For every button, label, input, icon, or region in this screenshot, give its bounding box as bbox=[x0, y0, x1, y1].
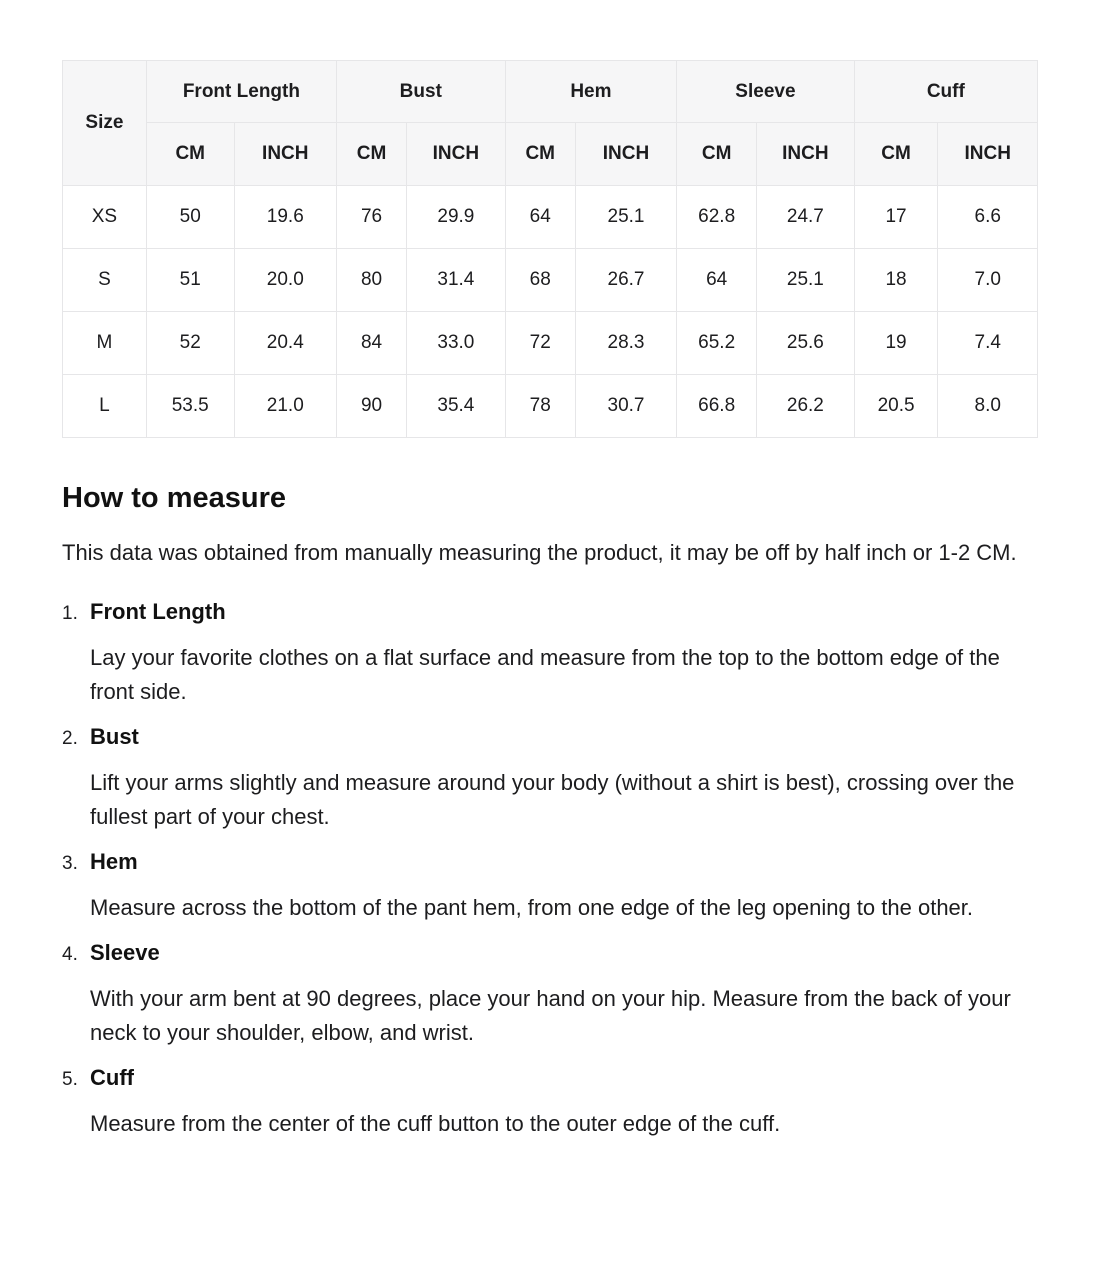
step-heading bbox=[62, 938, 1038, 968]
table-group-header-row bbox=[63, 61, 1038, 123]
measure-step-hem bbox=[62, 847, 1038, 925]
step-term: Sleeve bbox=[90, 940, 160, 965]
measurement-cell: 26.2 bbox=[757, 375, 855, 438]
measurement-cell: 19.6 bbox=[234, 186, 336, 249]
measurement-cell: 30.7 bbox=[575, 375, 676, 438]
size-chart-table bbox=[62, 60, 1038, 438]
measurement-cell: 65.2 bbox=[677, 312, 757, 375]
step-description: Measure across the bottom of the pant hem, from one edge of the leg opening to the other. bbox=[90, 895, 974, 920]
col-group-hem: Hem bbox=[505, 61, 677, 123]
measurement-cell: 66.8 bbox=[677, 375, 757, 438]
measurement-cell: 26.7 bbox=[575, 249, 676, 312]
table-unit-header-row bbox=[63, 123, 1038, 186]
how-to-measure-heading: How to measure bbox=[62, 482, 286, 514]
measurement-cell: 76 bbox=[336, 186, 406, 249]
measurement-cell: 35.4 bbox=[407, 375, 505, 438]
step-heading bbox=[62, 722, 1038, 752]
measurement-cell: 31.4 bbox=[407, 249, 505, 312]
step-number: 5. bbox=[62, 1069, 78, 1090]
measure-disclaimer-text: This data was obtained from manually measuring the product, it may be off by half inch or 1-2 CM. bbox=[62, 540, 1017, 565]
unit-header-cm: CM bbox=[505, 123, 575, 186]
measurement-cell: 7.4 bbox=[938, 312, 1038, 375]
measurement-cell: 25.1 bbox=[757, 249, 855, 312]
unit-header-inch: INCH bbox=[234, 123, 336, 186]
measurement-cell: 24.7 bbox=[757, 186, 855, 249]
measurement-cell: 68 bbox=[505, 249, 575, 312]
measurement-cell: 50 bbox=[146, 186, 234, 249]
measurement-cell: 78 bbox=[505, 375, 575, 438]
measurement-cell: 21.0 bbox=[234, 375, 336, 438]
measurement-cell: 25.6 bbox=[757, 312, 855, 375]
step-term: Front Length bbox=[90, 599, 226, 624]
measurement-cell: 80 bbox=[336, 249, 406, 312]
measurement-cell: 29.9 bbox=[407, 186, 505, 249]
size-cell: L bbox=[63, 375, 147, 438]
measure-step-cuff bbox=[62, 1063, 1038, 1141]
step-heading bbox=[62, 1063, 1038, 1093]
col-group-cuff: Cuff bbox=[854, 61, 1037, 123]
step-heading bbox=[62, 847, 1038, 877]
step-description: With your arm bent at 90 degrees, place your hand on your hip. Measure from the back of your neck to your shoulder, elbow, and wrist. bbox=[90, 986, 1011, 1045]
unit-header-cm: CM bbox=[854, 123, 938, 186]
measurement-cell: 6.6 bbox=[938, 186, 1038, 249]
measure-step-sleeve bbox=[62, 938, 1038, 1050]
step-number: 1. bbox=[62, 603, 78, 624]
step-description: Lift your arms slightly and measure around your body (without a shirt is best), crossing over the fullest part of your chest. bbox=[90, 770, 1015, 829]
measurement-cell: 64 bbox=[677, 249, 757, 312]
table-row-l bbox=[63, 375, 1038, 438]
measurement-cell: 25.1 bbox=[575, 186, 676, 249]
measurement-cell: 7.0 bbox=[938, 249, 1038, 312]
unit-header-cm: CM bbox=[677, 123, 757, 186]
col-group-front-length: Front Length bbox=[146, 61, 336, 123]
measurement-cell: 17 bbox=[854, 186, 938, 249]
step-number: 4. bbox=[62, 944, 78, 965]
unit-header-cm: CM bbox=[146, 123, 234, 186]
measurement-cell: 33.0 bbox=[407, 312, 505, 375]
size-cell: S bbox=[63, 249, 147, 312]
step-heading bbox=[62, 597, 1038, 627]
measurement-cell: 19 bbox=[854, 312, 938, 375]
col-header-size: Size bbox=[63, 61, 147, 186]
unit-header-inch: INCH bbox=[575, 123, 676, 186]
step-number: 2. bbox=[62, 728, 78, 749]
unit-header-inch: INCH bbox=[757, 123, 855, 186]
table-row-m bbox=[63, 312, 1038, 375]
measurement-cell: 51 bbox=[146, 249, 234, 312]
measure-steps-list bbox=[62, 597, 1038, 1141]
measurement-cell: 18 bbox=[854, 249, 938, 312]
measurement-cell: 20.0 bbox=[234, 249, 336, 312]
step-number: 3. bbox=[62, 853, 78, 874]
step-term: Hem bbox=[90, 849, 138, 874]
table-row-xs bbox=[63, 186, 1038, 249]
table-row-s bbox=[63, 249, 1038, 312]
measurement-cell: 53.5 bbox=[146, 375, 234, 438]
step-term: Bust bbox=[90, 724, 139, 749]
measurement-cell: 20.5 bbox=[854, 375, 938, 438]
measurement-cell: 52 bbox=[146, 312, 234, 375]
size-cell: M bbox=[63, 312, 147, 375]
col-group-bust: Bust bbox=[336, 61, 505, 123]
measurement-cell: 64 bbox=[505, 186, 575, 249]
step-term: Cuff bbox=[90, 1065, 134, 1090]
unit-header-inch: INCH bbox=[407, 123, 505, 186]
step-description: Lay your favorite clothes on a flat surface and measure from the top to the bottom edge of the front side. bbox=[90, 645, 1000, 704]
measurement-cell: 28.3 bbox=[575, 312, 676, 375]
measure-step-bust bbox=[62, 722, 1038, 834]
measurement-cell: 8.0 bbox=[938, 375, 1038, 438]
size-cell: XS bbox=[63, 186, 147, 249]
measurement-cell: 90 bbox=[336, 375, 406, 438]
measurement-cell: 20.4 bbox=[234, 312, 336, 375]
step-description: Measure from the center of the cuff button to the outer edge of the cuff. bbox=[90, 1111, 781, 1136]
measure-step-front-length bbox=[62, 597, 1038, 709]
measurement-cell: 62.8 bbox=[677, 186, 757, 249]
unit-header-cm: CM bbox=[336, 123, 406, 186]
unit-header-inch: INCH bbox=[938, 123, 1038, 186]
measurement-cell: 72 bbox=[505, 312, 575, 375]
col-group-sleeve: Sleeve bbox=[677, 61, 854, 123]
measurement-cell: 84 bbox=[336, 312, 406, 375]
